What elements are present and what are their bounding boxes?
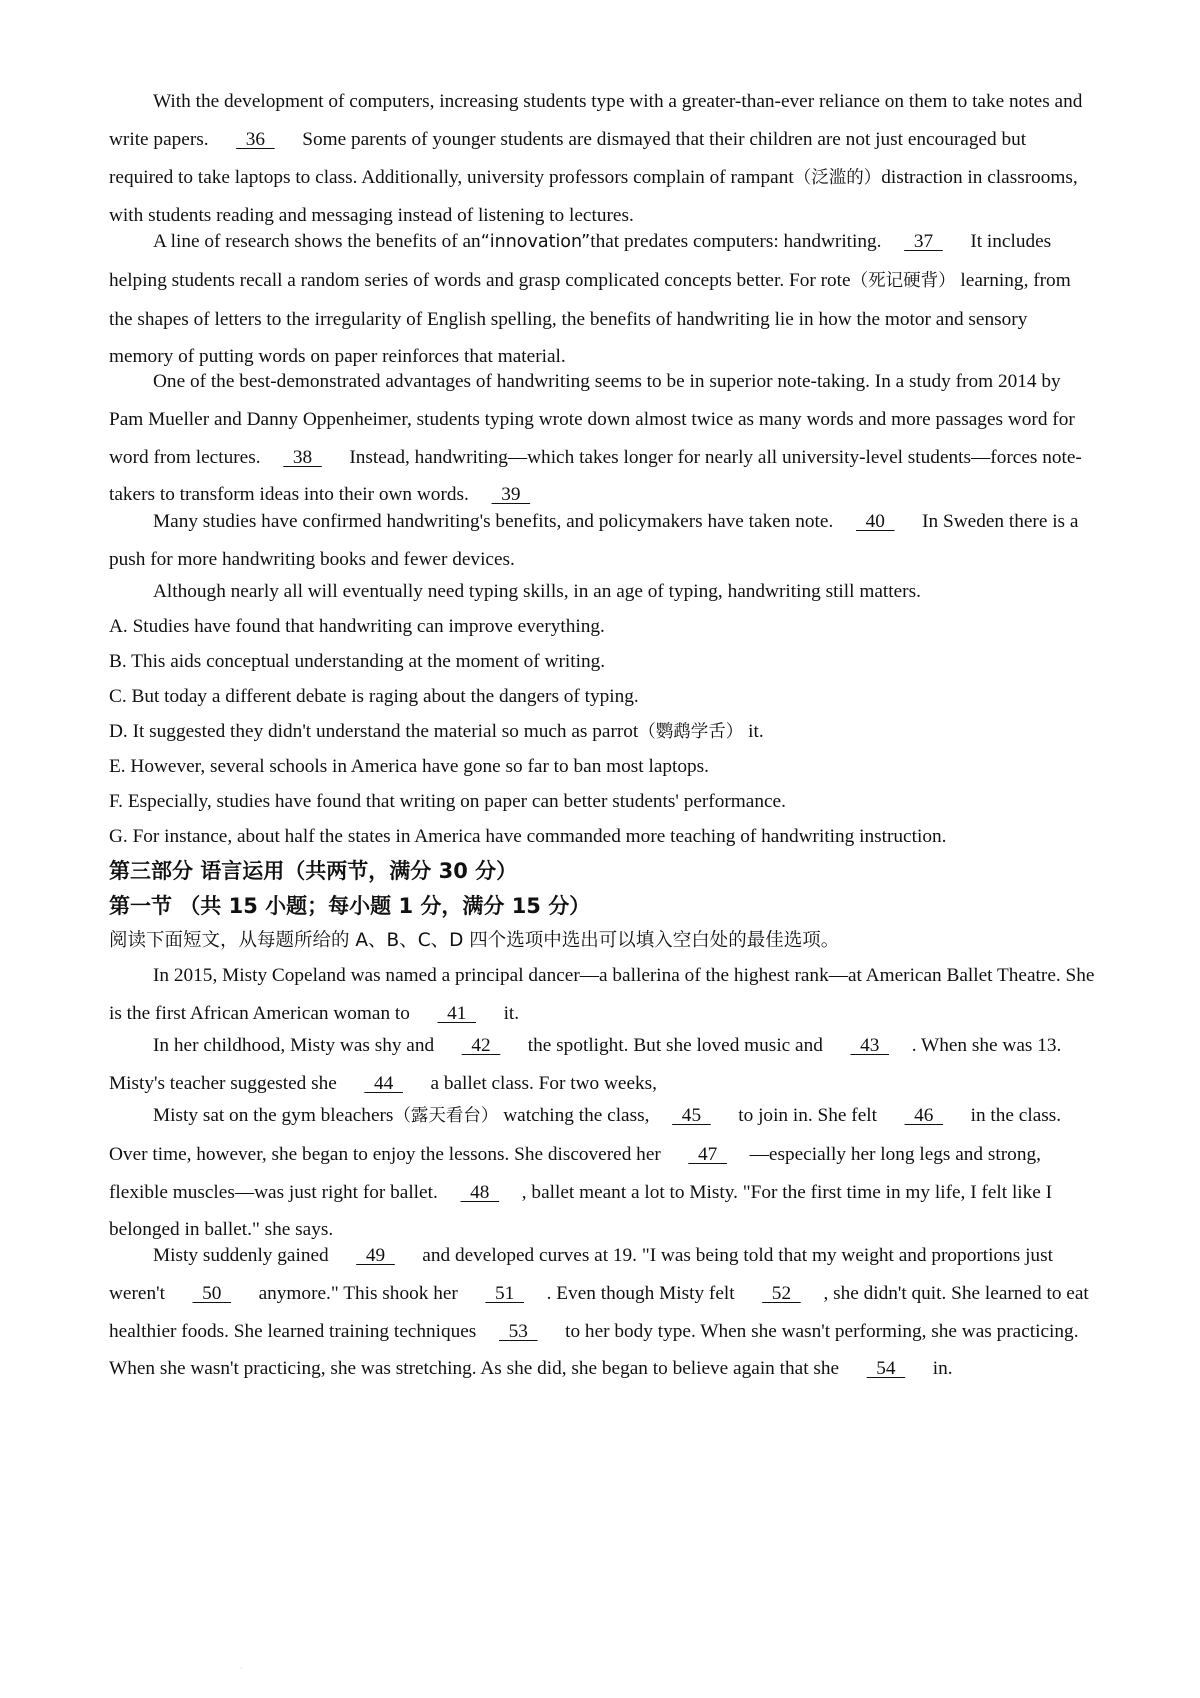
text-run: in the class. Over time, however, she began to enjoy the lessons. She discovered her	[109, 1105, 1062, 1165]
passage1-paragraph-3	[109, 363, 1095, 514]
passage2-paragraph-4	[109, 1237, 1095, 1388]
text-run: One of the best-demonstrated advantages of handwriting seems to be in superior note-taking. In a study from 2014 by Pam Mueller and Danny Oppenheimer, students typing wrote down almost twice as many words and more passages word for word from lectures.	[109, 371, 1075, 468]
blank-37: 37	[904, 231, 943, 252]
text-run: In Sweden there is a push for more handwriting books and fewer devices.	[109, 511, 1079, 570]
blank-49: 49	[356, 1245, 395, 1266]
blank-54: 54	[866, 1358, 906, 1380]
text-run: —especially her long legs and strong, flexible muscles—was just right for ballet.	[109, 1143, 1041, 1203]
blank-46: 46	[904, 1105, 944, 1126]
blank-45: 45	[672, 1105, 711, 1126]
option-b	[109, 643, 605, 681]
text-run: anymore." This shook her	[253, 1282, 463, 1304]
text-run: that predates computers: handwriting.	[590, 231, 882, 252]
text-run: A. Studies have found that handwriting can improve everything.	[109, 616, 605, 637]
text-run: . Even though Misty felt	[546, 1282, 740, 1304]
text-run: Misty sat on the gym bleachers	[153, 1105, 394, 1126]
part3-heading: 第三部分 语言运用（共两节，满分 30 分）	[109, 859, 518, 883]
text-run: , ballet meant a lot to Misty. "For the first time in my life, I felt like I belonged in ballet." she says.	[109, 1181, 1053, 1241]
passage1-paragraph-1	[109, 83, 1095, 235]
passage1-paragraph-2	[109, 223, 1095, 376]
text-run: With the development of computers, increasing students type with a greater-than-ever reliance on them to take notes and write papers.	[109, 91, 1083, 150]
option-f	[109, 783, 786, 821]
passage2-paragraph-2	[109, 1027, 1095, 1103]
blank-38: 38	[283, 446, 322, 468]
chinese-gloss: （鹦鹉学舌）	[638, 722, 744, 742]
instruction-text: 阅读下面短文，从每题所给的 A、B、C、D 四个选项中选出可以填入空白处的最佳选项。	[109, 930, 840, 951]
text-run: watching the class,	[498, 1105, 650, 1126]
text-run: a ballet class. For two weeks,	[425, 1072, 657, 1094]
text-run: to her body type. When she wasn't performing, she was practicing. When she wasn't practicing, she was stretching. As she did, she began to believe again that she	[109, 1320, 1079, 1380]
footer-mark: ·	[240, 1664, 243, 1673]
text-run: Some parents of younger students are dismayed that their children are not just encouraged but required to take laptops to class. Additionally, university professors complain of rampant	[109, 128, 1027, 188]
text-run: A line of research shows the benefits of an	[153, 231, 481, 252]
blank-42: 42	[461, 1035, 501, 1056]
option-e	[109, 748, 709, 786]
blank-39: 39	[491, 484, 531, 506]
text-run: to join in. She felt	[733, 1105, 882, 1126]
text-run: D. It suggested they didn't understand the material so much as parrot	[109, 721, 639, 742]
blank-47: 47	[688, 1143, 727, 1165]
chinese-gloss: （死记硬背）	[850, 270, 956, 291]
text-run: Instead, handwriting—which takes longer for nearly all university-level students—forces note-takers to transform ideas into their own words.	[109, 446, 1082, 506]
passage1-paragraph-4	[109, 503, 1095, 579]
passage2-paragraph-3	[109, 1097, 1095, 1249]
text-run: E. However, several schools in America have gone so far to ban most laptops.	[109, 756, 709, 777]
text-run: . When she was 13. Misty's teacher suggested she	[109, 1035, 1062, 1094]
text-run: Many studies have confirmed handwriting's benefits, and policymakers have taken note.	[153, 511, 834, 532]
blank-44: 44	[364, 1072, 403, 1094]
text-run: learning, from the shapes of letters to the irregularity of English spelling, the benefits of handwriting lie in how the motor and sensory memory of putting words on paper reinforces that material.	[109, 269, 1071, 368]
passage2-paragraph-1	[109, 957, 1095, 1033]
text-run: G. For instance, about half the states in America have commanded more teaching of handwriting instruction.	[109, 826, 947, 847]
text-run: the spotlight. But she loved music and	[522, 1035, 828, 1056]
blank-48: 48	[460, 1181, 500, 1203]
text-run: F. Especially, studies have found that writing on paper can better students' performance.	[109, 791, 786, 812]
blank-43: 43	[850, 1035, 889, 1056]
option-c	[109, 678, 639, 716]
text-run: and developed curves at 19. "I was being told that my weight and proportions just weren't	[109, 1245, 1053, 1304]
blank-41: 41	[437, 1002, 477, 1024]
passage1-paragraph-5	[109, 573, 1095, 611]
blank-40: 40	[856, 511, 895, 532]
text-run: Although nearly all will eventually need typing skills, in an age of typing, handwriting still matters.	[153, 581, 921, 602]
text-run: distraction in classrooms, with students reading and messaging instead of listening to lectures.	[109, 166, 1078, 227]
text-run: It includes helping students recall a random series of words and grasp complicated concepts better. For rote	[109, 231, 1052, 291]
option-d	[109, 713, 764, 752]
chinese-gloss: “innovation”	[480, 232, 591, 252]
chinese-gloss: （露天看台）	[393, 1106, 499, 1126]
chinese-gloss: （泛滥的）	[793, 167, 882, 188]
text-run: In 2015, Misty Copeland was named a principal dancer—a ballerina of the highest rank—at American Ballet Theatre. She is the first African American woman to	[109, 965, 1095, 1024]
text-run: B. This aids conceptual understanding at the moment of writing.	[109, 651, 606, 672]
text-run: it.	[743, 721, 764, 742]
text-run: In her childhood, Misty was shy and	[153, 1035, 439, 1056]
text-run: C. But today a different debate is raging about the dangers of typing.	[109, 686, 639, 707]
text-run: in.	[927, 1358, 953, 1380]
blank-51: 51	[485, 1282, 524, 1304]
blank-36: 36	[236, 128, 275, 150]
blank-53: 53	[499, 1320, 538, 1342]
blank-52: 52	[762, 1282, 801, 1304]
section1-heading: 第一节 （共 15 小题；每小题 1 分，满分 15 分）	[109, 894, 591, 918]
text-run: it.	[498, 1002, 520, 1024]
text-run: Misty suddenly gained	[153, 1245, 334, 1266]
blank-50: 50	[192, 1282, 232, 1304]
option-g	[109, 818, 946, 856]
text-run: , she didn't quit. She learned to eat healthier foods. She learned training techniques	[109, 1282, 1089, 1342]
option-a	[109, 608, 605, 646]
